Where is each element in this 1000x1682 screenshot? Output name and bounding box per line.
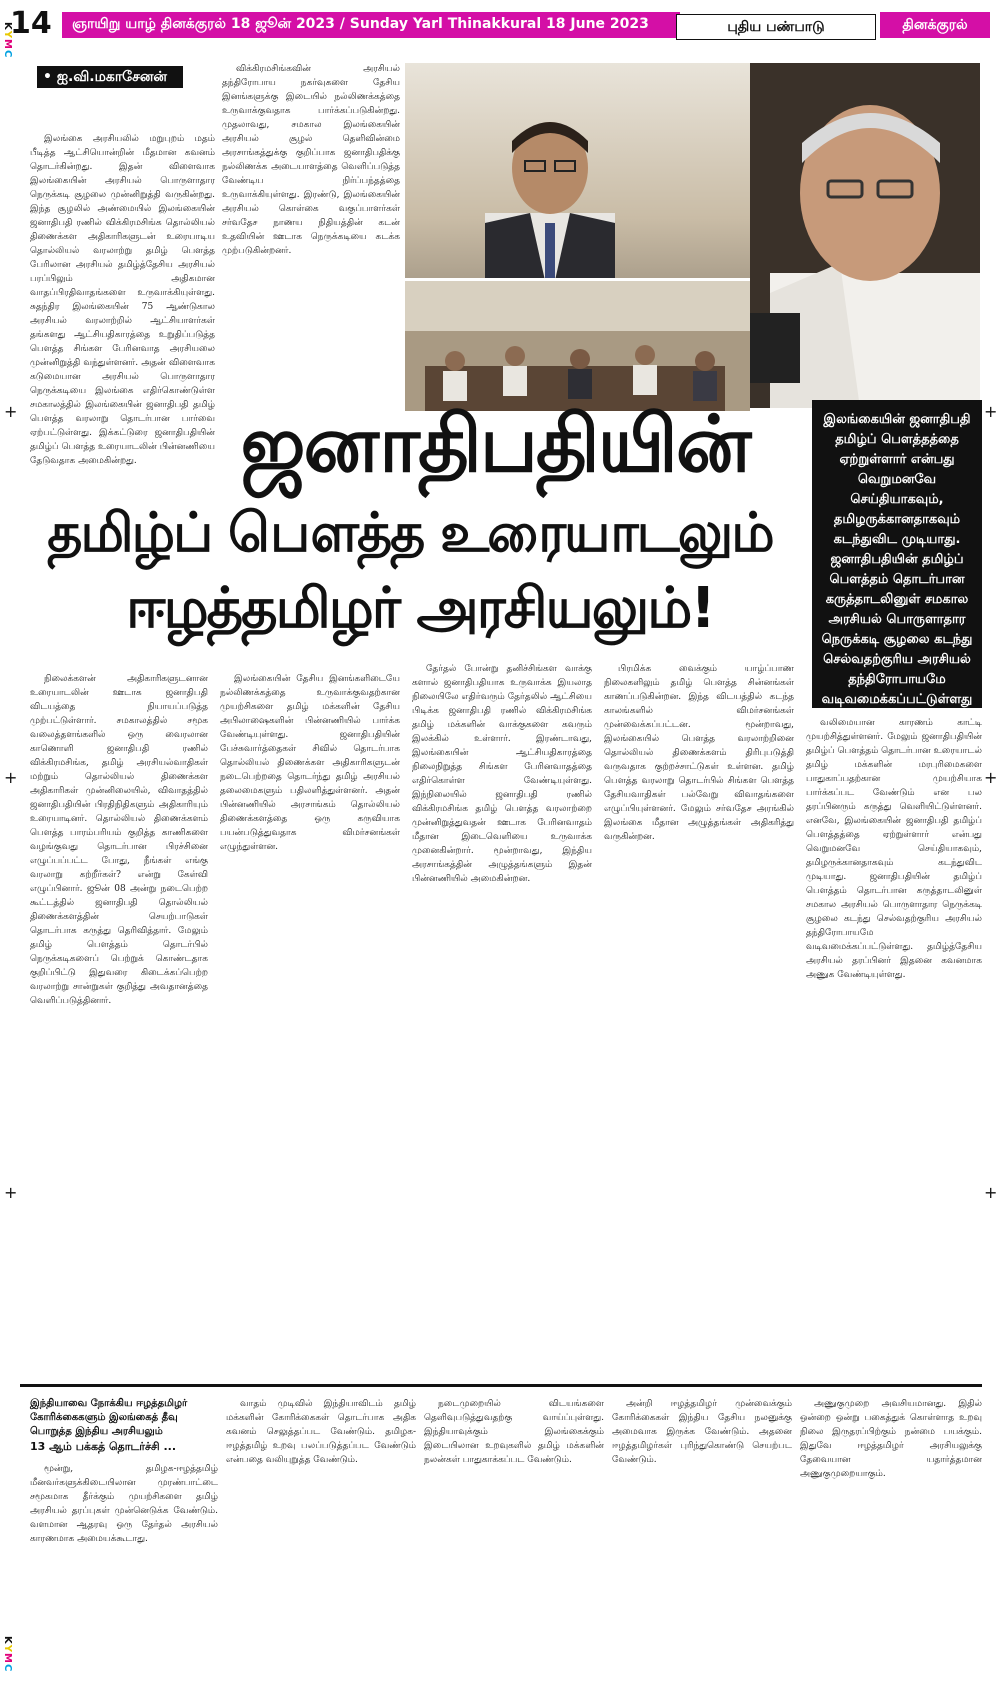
section-divider: [20, 1384, 982, 1387]
continuation-column-5: அணுகுமுறை அவசியமானது. இதில் ஒன்றை ஒன்று பகைத்துக் கொள்ளாத உறவு நிலை இருதரப்பிற்கும் நன்மை பயக்கும். இதுவே ஈழத்தமிழர் அரசியலுக்கு தேவையான யதார்த்தமான அணுகுமுறையாகும்.: [800, 1399, 982, 1479]
continuation-subline: 13 ஆம் பக்கத் தொடர்ச்சி ...: [30, 1440, 177, 1453]
date-line: ஞாயிறு யாழ் தினக்குரல் 18 ஜூன் 2023 / Sunday Yarl Thinakkural 18 June 2023: [72, 16, 649, 32]
article-column-7: வலிமையான காரணம் காட்டி முயற்சித்துள்ளனர். மேலும் ஜனாதிபதியின் தமிழ்ப் பௌத்தம் தொடர்பான உரையாடல் தமிழ் மக்களின் மரபுரிமைகளை பாதுகாப்பதற்கான முயற்சியாக பார்க்கப்பட வேண்டும் என பல தரப்பினரும் கருத்து வெளியிட்டுள்ளனர். எனவே, இலங்கையின் ஜனாதிபதி தமிழ்ப் பௌத்தத்தை ஏற்றுள்ளார் என்பது வெறுமனவே செய்தியாகவும், தமிழருக்கானதாகவும் கடந்துவிட முடியாது. ஜனாதிபதியின் தமிழ்ப் பௌத்தம் தொடர்பான கருத்தாடலினுள் சமகால அரசியல் பொருளாதார நெருக்கடி சூழலை கடந்து செல்வதற்குரிய அரசியல் தந்திரோபாயமே வடிவமைக்கப்பட்டுள்ளது. தமிழ்த்தேசிய அரசியல் தரப்பினர் இதனை கவனமாக அணுக வேண்டியுள்ளது.: [806, 718, 982, 980]
article-column-4: இலங்கையின் தேசிய இனங்களிடையே நல்லிணக்கத்தை உருவாக்குவதற்கான முயற்சிகளை தமிழ் மக்களின் தேசிய அபிலாஷைகளின் பின்னணியில் பார்க்க வேண்டியுள்ளது. ஜனாதிபதியின் பேச்சுவார்த்தைகள் சிவில் தொடர்பாக தொல்லியல் திணைக்கள அதிகாரிகளுடன் நடைபெற்றதை தொடர்ந்து தமிழ் அரசியல் தலைமைகளும் பதிலளித்துள்ளனர். அதன் பின்னணியில் அரசாங்கம் தொல்லியல் திணைக்களத்தை ஒரு கருவியாக பயன்படுத்துவதாக விமர்சனங்கள் எழுந்துள்ளன.: [220, 674, 400, 852]
president-portrait-photo: [750, 63, 980, 408]
article-column-6: பிரமிக்க வைக்கும் யாழ்ப்பாண நிலைகளிலும் தமிழ் பௌத்த சின்னங்கள் காணப்படுகின்றன. இந்த விடயத்தில் கடந்த காலங்களில் விமர்சனங்கள் முன்வைக்கப்பட்டன. மூன்றாவது, இலங்கையில் பௌத்த வரலாற்றினை தொல்லியல் திணைக்களம் திரிபுபடுத்தி வருவதாக குற்றச்சாட்டுகள் உள்ளன. தமிழ் பௌத்த வரலாறு தொடர்பில் சிங்கள பௌத்த தேசியவாதிகள் பல்வேறு விவாதங்களை எழுப்பியுள்ளனர். மேலும் சர்வதேச அரங்கில் இலங்கை மீதான அழுத்தங்கள் அதிகரித்து வருகின்றன.: [604, 664, 794, 842]
article-column-2: விக்கிரமசிங்கவின் அரசியல் தந்திரோபாய நகர்வுகளை தேசிய இனங்களுக்கு இடையில் நல்லிணக்கத்தை உருவாக்குவதாக பார்க்கப்படுகின்றது. முதலாவது, சமகால இலங்கையின் அரசியல் சூழல் தெளிவின்மை அரசாங்கத்துக்கு குறிப்பாக ஜனாதிபதிக்கு நல்லிணக்க அடையாளத்தை வெளிப்படுத்த வேண்டிய நிர்ப்பந்தத்தை உருவாக்கியுள்ளது. இரண்டு, இலங்கையின் அரசியல் கொள்கை வகுப்பாளர்கள் சர்வதேச நாணய நிதியத்தின் கடன் உதவியின் ஊடாக நெருக்கடியை கடக்க முற்படுகின்றனர்.: [222, 64, 400, 256]
article-column-1: இலங்கை அரசியலில் மறுபுறம் மதம் பீடித்த ஆட்சியொன்றின் மீதமான கவனம் தொடர்கின்றது. இதன் விளைவாக இலங்கையின் அரசியல் பொருளாதார நெருக்கடி சூழலை முன்னிறுத்தி வருகின்றது. இந்த சூழலில் அண்மையில் இலங்கையின் ஜனாதிபதி ரணில் விக்கிரமசிங்க தொல்லியல் திணைக்கள அதிகாரிகளுடன் உரையாடிய தொல்லியல் வரலாற்று தமிழ் பௌத்த பேரிலான அரசியல் தமிழ்த்தேசிய அரசியல் பரப்பிலும் அதிகமான வாதப்பிரதிவாதங்களை உருவாக்கியுள்ளது. சுதந்திர இலங்கையின் 75 ஆண்டுகால அரசியல் வரலாற்றில் ஆட்சியாளர்கள் தங்களது ஆட்சியதிகாரத்தை உறுதிப்படுத்த பௌத்த சிங்கள பேரினவாத அரசியலை முன்னிறுத்தி வந்துள்ளனர். அதன் விளைவாக கடுமையான அரசியல் பொருளாதார நெருக்கடியை இலங்கை எதிர்கொண்டுள்ள சமகாலத்தில் இலங்கையின் ஜனாதிபதி தமிழ் பௌத்த வரலாறு தொடர்பான பார்வை ஏற்பட்டுள்ளது. இக்கட்டுரை ஜனாதிபதியின் தமிழ்ப் பௌத்த உரையாடலின் பின்னணியை தேடுவதாக அமைகின்றது.: [30, 134, 215, 466]
registration-mark-icon: +: [984, 402, 998, 421]
newspaper-logo: தினக்குரல்: [880, 12, 990, 38]
cmyk-mark-top: KYMC: [2, 22, 13, 59]
headline-line-2: தமிழ்ப் பௌத்த உரையாடலும்: [47, 501, 773, 564]
chamber-inset-photo: [405, 278, 753, 411]
article-photo: [405, 63, 980, 408]
registration-mark-icon: +: [984, 768, 998, 787]
speaker-portrait-photo: [445, 93, 655, 303]
cmyk-mark-bottom: KYMC: [2, 1636, 13, 1673]
author-byline: • ஐ.வி.மகாசேனன்: [37, 66, 183, 88]
registration-mark-icon: +: [4, 768, 18, 787]
registration-mark-icon: +: [984, 1183, 998, 1202]
article-column-5: தேர்தல் போன்று தனிச்சிங்கள வாக்கு களால் ஜனாதிபதியாக உருவாக்க இயலாத நிலையிலே எதிர்வரும் தேர்தலில் ஆட்சியை பிடிக்க ஜனாதிபதி ரணில் விக்கிரமசிங்க தமிழ் மக்களின் வாக்குகளை கவரும் இலக்கில் உள்ளார். இரண்டாவது, இலங்கையின் ஆட்சியதிகாரத்தை நிலைநிறுத்த சிங்கள பேரினவாதத்தை எதிர்கொள்ள வேண்டியுள்ளது. இந்நிலையில் ஜனாதிபதி ரணில் விக்கிரமசிங்க தமிழ் பௌத்த வரலாற்றை முன்னிறுத்துவதன் ஊடாக பேரினவாதம் மீதான இடைவெளியை உருவாக்க முனைகின்றார். மூன்றாவது, இந்திய அரசாங்கத்தின் அழுத்தங்களும் இதன் பின்னணியில் அமைகின்றன.: [412, 664, 592, 884]
page-header: [0, 0, 1000, 44]
page-number: 14: [10, 6, 52, 41]
registration-mark-icon: +: [4, 402, 18, 421]
article-column-3: நிலைக்களன் அதிகாரிகளுடனான உரையாடலின் ஊடாக ஜனாதிபதி விடயத்தை நியாயப்படுத்த முற்பட்டுள்ளார். சமகாலத்தில் சமூக வலைத்தளங்களில் ஒரு வைரலான காணொளி ஜனாதிபதி ரணில் விக்கிரமசிங்க, தமிழ் அரசியல்வாதிகள் மற்றும் தொல்லியல் திணைக்கள அதிகாரிகள் முன்னிலையில், விவாதத்தில் ஜனாதிபதியின் பிரதிநிதிகளும் அதிகாரியும் உரையாடினர். தொல்லியல் திணைக்களம் பௌத்த பாரம்பரியம் குறித்த காணிகளை வழங்குவது தொடர்பான பிரச்சினை எழுப்பப்பட்ட போது, நீங்கள் எங்கு வரலாறு கற்றீர்கள்? என்று கேள்வி எழுப்பினார். ஜூன் 08 அன்று நடைபெற்ற கூட்டத்தில் ஜனாதிபதி தொல்லியல் திணைக்களத்தின் செயற்பாடுகள் தொடர்பாக கருத்து தெரிவித்தார். மேலும் தமிழ் பௌத்தம் தொடர்பில் நெருக்கடிகளைப் பெற்றுக் கொண்டதாக குறிப்பிட்டு இதுவரை கிடைக்கப்பெற்ற வரலாற்று சான்றுகள் குறித்து அவதானத்தை வெளிப்படுத்தினார்.: [30, 674, 208, 1006]
pull-quote: இலங்கையின் ஜனாதிபதி தமிழ்ப் பௌத்தத்தை ஏற்றுள்ளார் என்பது வெறுமனவே செய்தியாகவும், தமிழருக்கானதாகவும் கடந்துவிட முடியாது. ஜனாதிபதியின் தமிழ்ப் பௌத்தம் தொடர்பான கருத்தாடலினுள் சமகால அரசியல் பொருளாதார நெருக்கடி சூழலை கடந்து செல்வதற்குரிய அரசியல் தந்திரோபாயமே வடிவமைக்கப்பட்டுள்ளது: [812, 400, 982, 708]
headline-line-3: ஈழத்தமிழர் அரசியலும்!: [126, 576, 714, 641]
continuation-headline: இந்தியாவை நோக்கிய ஈழத்தமிழர் கோரிக்கைகளும் இலங்கைத் தீவு பொறுத்த இந்திய அரசியலும்: [30, 1398, 188, 1437]
section-label: புதிய பண்பாடு: [676, 14, 876, 40]
registration-mark-icon: +: [4, 1183, 18, 1202]
continuation-column-1: மூன்று, தமிழக-ஈழத்தமிழ் மீனவர்களுக்கிடையிலான முரண்பாட்டை சமூகமாக தீர்க்கும் முயற்சிகளை தமிழ் அரசியல் தரப்புகள் முன்னெடுக்க வேண்டும். வளமான ஆதரவு ஒரு தேர்தல் அரசியல் காரணமாக அமையக்கூடாது.: [30, 1464, 218, 1544]
continuation-column-2: வாதம் முடிவில் இந்தியாவிடம் தமிழ் மக்களின் கோரிக்கைகள் தொடர்பாக அதிக கவனம் செலுத்தப்பட வேண்டும். தமிழக-ஈழத்தமிழ் உறவு பலப்படுத்தப்பட வேண்டும் என்பதை வலியுறுத்த வேண்டும்.: [226, 1399, 416, 1465]
continuation-column-4: அன்றி ஈழத்தமிழர் முன்வைக்கும் கோரிக்கைகள் இந்திய தேசிய நலனுக்கு அமைவாக இருக்க வேண்டும். அதனை ஈழத்தமிழர்கள் புரிந்துகொண்டு செயற்பட வேண்டும்.: [612, 1399, 792, 1465]
continuation-column-3: நடைமுறையில் விடயங்களை தெளிவுபடுத்துவதற்கு வாய்ப்புள்ளது. இந்தியாவுக்கும் இலங்கைக்கும் இடையிலான உறவுகளில் தமிழ் மக்களின் நலன்கள் பாதுகாக்கப்பட வேண்டும்.: [424, 1399, 604, 1465]
headline-line-1: ஜனாதிபதியின்: [240, 400, 750, 490]
